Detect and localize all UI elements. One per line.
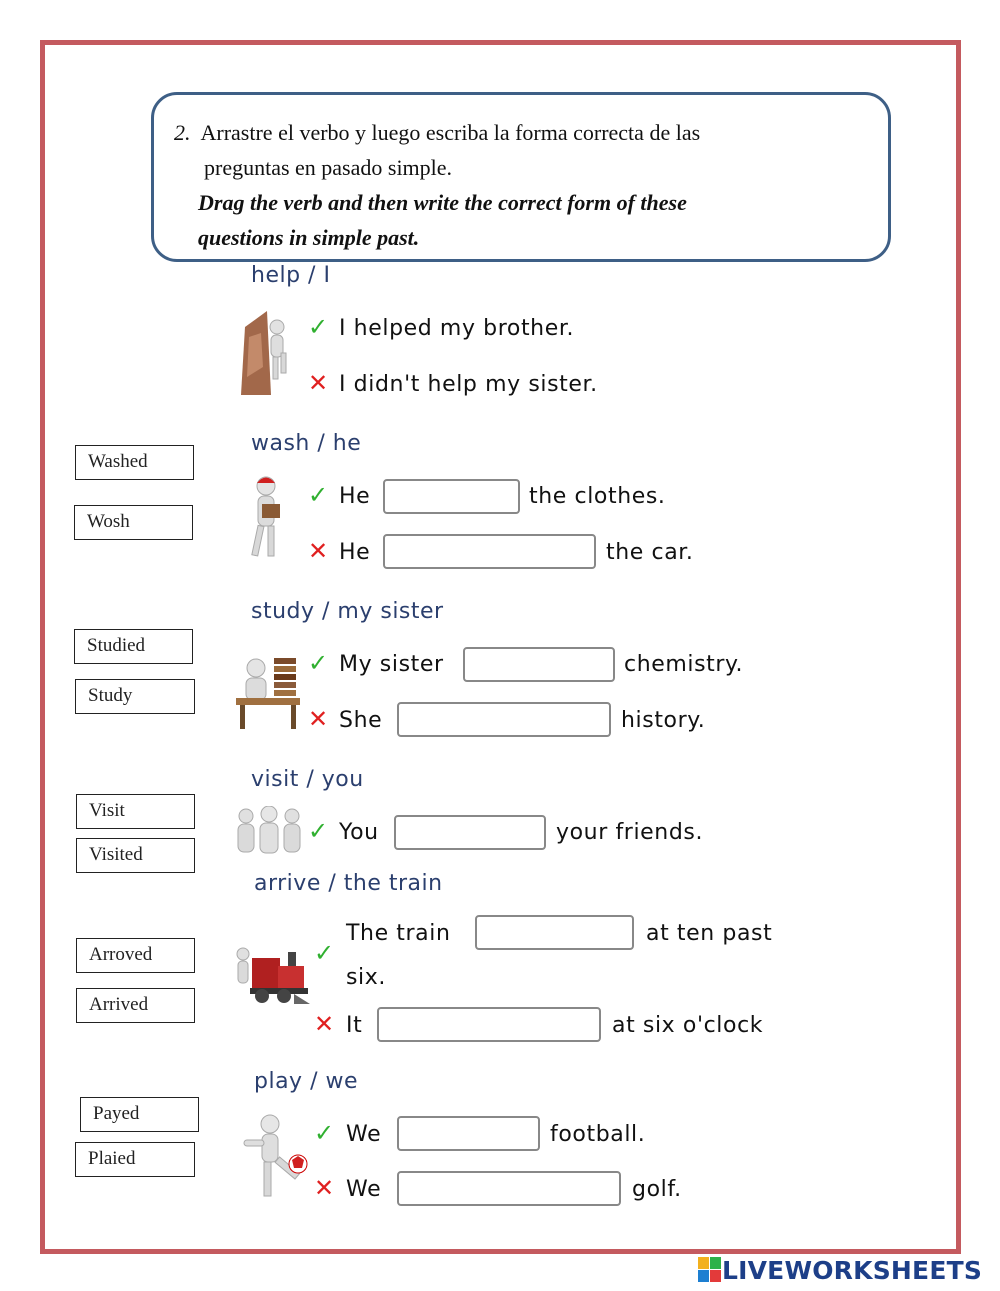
sentence-study-negative-start: She — [339, 708, 383, 733]
section-heading-visit: visit / you — [251, 767, 364, 792]
cross-icon: ✕ — [308, 369, 329, 397]
sentence-play-positive-start: We — [346, 1122, 382, 1147]
sentence-wash-negative-start: He — [339, 540, 371, 565]
section-heading-arrive: arrive / the train — [254, 871, 443, 896]
sentence-play-positive-end: football. — [550, 1122, 646, 1147]
section-heading-study: study / my sister — [251, 599, 444, 624]
sentence-visit-positive-start: You — [339, 820, 379, 845]
football-player-icon — [234, 1112, 310, 1200]
spanish-line-2: preguntas en pasado simple. — [204, 155, 453, 180]
drag-word-visit[interactable]: Visit — [76, 794, 195, 829]
climber-icon — [241, 307, 291, 395]
cross-icon: ✕ — [308, 705, 329, 733]
instructions-english — [198, 185, 687, 255]
english-line-2: questions in simple past. — [198, 225, 420, 250]
drag-word-visited[interactable]: Visited — [76, 838, 195, 873]
sentence-play-negative-end: golf. — [632, 1177, 682, 1202]
answer-input-study-negative[interactable] — [397, 702, 611, 737]
sentence-visit-positive-end: your friends. — [556, 820, 704, 845]
check-icon: ✓ — [308, 481, 329, 509]
answer-input-play-positive[interactable] — [397, 1116, 540, 1151]
spanish-line-1: Arrastre el verbo y luego escriba la forma correcta de las — [200, 120, 701, 145]
section-heading-help: help / I — [251, 263, 331, 288]
answer-input-visit-positive[interactable] — [394, 815, 546, 850]
cross-icon: ✕ — [314, 1174, 335, 1202]
studying-person-icon — [236, 654, 302, 730]
answer-input-arrive-positive[interactable] — [475, 915, 634, 950]
drag-word-plaied[interactable]: Plaied — [75, 1142, 195, 1177]
sentence-arrive-positive-end: at ten past — [646, 921, 773, 946]
sentence-help-negative: I didn't help my sister. — [339, 372, 598, 397]
cross-icon: ✕ — [308, 537, 329, 565]
drag-word-washed[interactable]: Washed — [75, 445, 194, 480]
sentence-study-positive-end: chemistry. — [624, 652, 744, 677]
check-icon: ✓ — [314, 939, 335, 967]
answer-input-arrive-negative[interactable] — [377, 1007, 601, 1042]
cross-icon: ✕ — [314, 1010, 335, 1038]
answer-input-wash-positive[interactable] — [383, 479, 520, 514]
sentence-arrive-positive-continued: six. — [346, 965, 386, 990]
drag-word-wosh[interactable]: Wosh — [74, 505, 193, 540]
drag-word-arrived[interactable]: Arrived — [76, 988, 195, 1023]
train-icon — [234, 940, 310, 1006]
check-icon: ✓ — [308, 817, 329, 845]
brand-name: LIVEWORKSHEETS — [722, 1255, 983, 1285]
english-line-1: Drag the verb and then write the correct form of these — [198, 190, 687, 215]
section-heading-wash: wash / he — [251, 431, 362, 456]
washing-person-icon — [244, 474, 288, 562]
instructions-box — [151, 92, 891, 262]
sentence-arrive-negative-start: It — [346, 1013, 363, 1038]
section-heading-play: play / we — [254, 1069, 359, 1094]
sentence-wash-negative-end: the car. — [606, 540, 694, 565]
drag-word-payed[interactable]: Payed — [80, 1097, 199, 1132]
drag-word-study[interactable]: Study — [75, 679, 195, 714]
sentence-wash-positive-end: the clothes. — [529, 484, 666, 509]
sentence-play-negative-start: We — [346, 1177, 382, 1202]
check-icon: ✓ — [308, 649, 329, 677]
sentence-wash-positive-start: He — [339, 484, 371, 509]
sentence-arrive-negative-end: at six o'clock — [612, 1013, 764, 1038]
sentence-study-positive-start: My sister — [339, 652, 444, 677]
sentence-help-positive: I helped my brother. — [339, 316, 575, 341]
answer-input-study-positive[interactable] — [463, 647, 615, 682]
answer-input-wash-negative[interactable] — [383, 534, 596, 569]
group-of-friends-icon — [234, 806, 304, 854]
drag-word-studied[interactable]: Studied — [74, 629, 193, 664]
drag-word-arroved[interactable]: Arroved — [76, 938, 195, 973]
answer-input-play-negative[interactable] — [397, 1171, 621, 1206]
liveworksheets-logo — [698, 1254, 982, 1286]
sentence-study-negative-end: history. — [621, 708, 706, 733]
liveworksheets-logo-icon — [698, 1257, 722, 1283]
check-icon: ✓ — [308, 313, 329, 341]
instructions-spanish — [174, 115, 700, 185]
check-icon: ✓ — [314, 1119, 335, 1147]
exercise-number: 2. — [174, 120, 191, 145]
sentence-arrive-positive-start: The train — [346, 921, 451, 946]
